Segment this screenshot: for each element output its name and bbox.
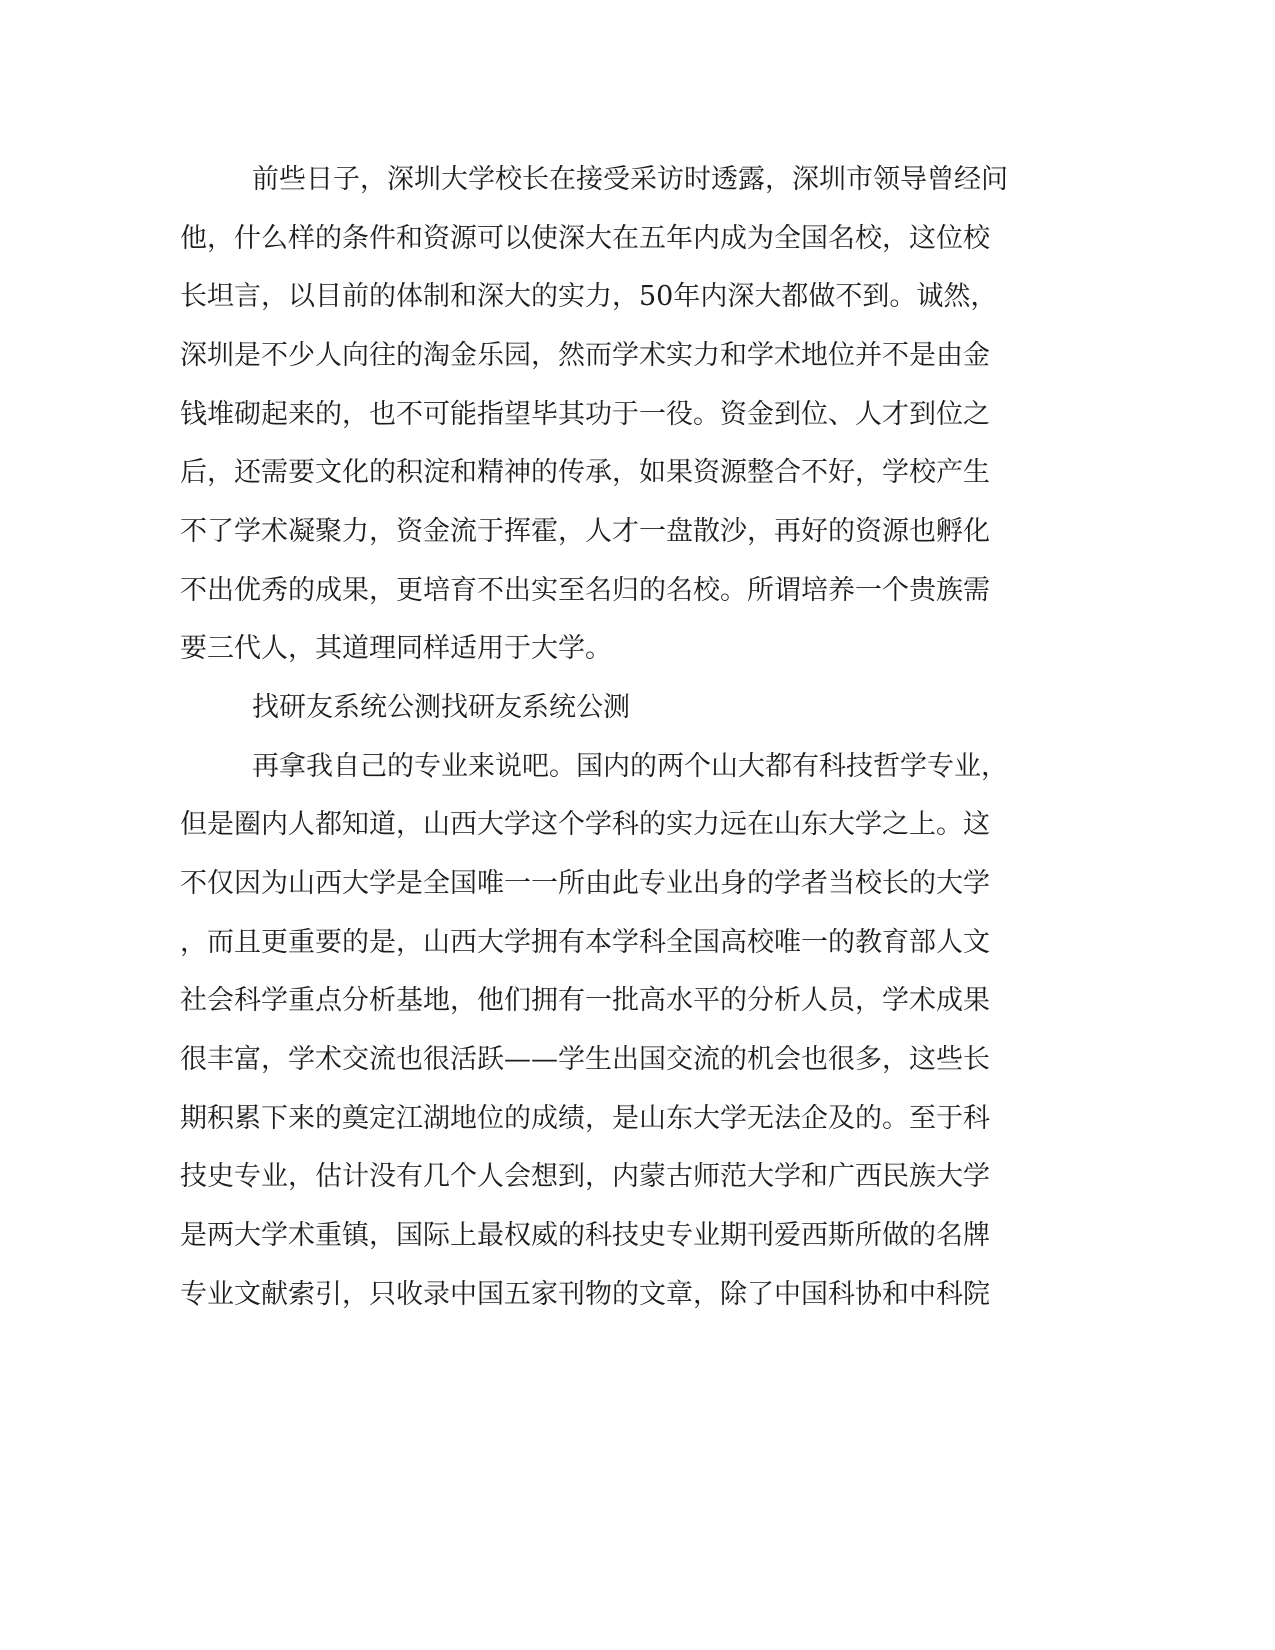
paragraph-3-line-6: 很丰富，学术交流也很活跃——学生出国交流的机会也很多，这些长: [180, 1044, 990, 1075]
paragraph-1-line-3: 长坦言，以目前的体制和深大的实力，50年内深大都做不到。诚然，: [180, 281, 998, 312]
paragraph-3-line-2: 但是圈内人都知道，山西大学这个学科的实力远在山东大学之上。这: [180, 809, 990, 840]
paragraph-2-line-1: 找研友系统公测找研友系统公测: [252, 692, 630, 723]
paragraph-1-line-9: 要三代人，其道理同样适用于大学。: [180, 633, 612, 664]
paragraph-1-line-8: 不出优秀的成果，更培育不出实至名归的名校。所谓培养一个贵族需: [180, 575, 990, 606]
paragraph-3-line-5: 社会科学重点分析基地，他们拥有一批高水平的分析人员，学术成果: [180, 985, 990, 1016]
paragraph-1-line-1: 前些日子，深圳大学校长在接受采访时透露，深圳市领导曾经问: [252, 164, 1008, 195]
paragraph-3-line-4: ，而且更重要的是，山西大学拥有本学科全国高校唯一的教育部人文: [180, 927, 990, 958]
paragraph-3-line-8: 技史专业，估计没有几个人会想到，内蒙古师范大学和广西民族大学: [180, 1161, 990, 1192]
paragraph-1-line-2: 他，什么样的条件和资源可以使深大在五年内成为全国名校，这位校: [180, 223, 990, 254]
paragraph-3-line-9: 是两大学术重镇，国际上最权威的科技史专业期刊爱西斯所做的名牌: [180, 1220, 990, 1251]
paragraph-3-line-1: 再拿我自己的专业来说吧。国内的两个山大都有科技哲学专业，: [252, 751, 1008, 782]
paragraph-3-line-7: 期积累下来的奠定江湖地位的成绩，是山东大学无法企及的。至于科: [180, 1103, 990, 1134]
paragraph-3-line-10: 专业文献索引，只收录中国五家刊物的文章，除了中国科协和中科院: [180, 1279, 990, 1310]
paragraph-1-line-7: 不了学术凝聚力，资金流于挥霍，人才一盘散沙，再好的资源也孵化: [180, 516, 990, 547]
paragraph-1-line-5: 钱堆砌起来的，也不可能指望毕其功于一役。资金到位、人才到位之: [180, 399, 990, 430]
paragraph-3-line-3: 不仅因为山西大学是全国唯一一所由此专业出身的学者当校长的大学: [180, 868, 990, 899]
paragraph-1-line-4: 深圳是不少人向往的淘金乐园，然而学术实力和学术地位并不是由金: [180, 340, 990, 371]
paragraph-1-line-6: 后，还需要文化的积淀和精神的传承，如果资源整合不好，学校产生: [180, 457, 990, 488]
